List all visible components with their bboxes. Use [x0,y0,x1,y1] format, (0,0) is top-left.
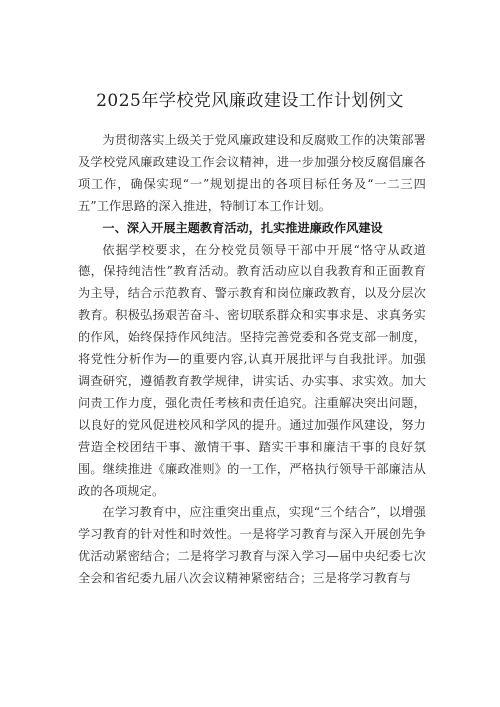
section-heading: 一、深入开展主题教育活动，扎实推进廉政作风建设 [102,220,383,235]
document-body [78,130,426,590]
section-paragraph-1: 依据学校要求，在分校党员领导干部中开展“恪守从政道德，保持纯洁性”教育活动。教育活动应以自我教育和正面教育为主导，结合示范教育、警示教育和岗位廉政教育，以及分层次教育。积极弘扬艰苦奋斗、密切联系群众和实事求是、求真务实的作风，始终保持作风纯洁。坚持完善党委和各党支部一制度，将党性分析作为—的重要内容,认真开展批评与自我批评。加强调查研究，遵循教育教学规律，讲实话、办实事、求实效。加大问责工作力度，强化责任考核和责任追究。注重解决突出问题，以良好的党风促进校风和学风的提升。通过加强作风建设，努力营造全校团结干事、激情干事、踏实干事和廉洁干事的良好氛围。继续推进《廉政准则》的一工作，严格执行领导干部廉洁从政的各项规定。 [78,242,426,498]
document-title: 2025年学校党风廉政建设工作计划例文 [96,91,404,111]
section-paragraph-2: 在学习教育中，应注重突出重点，实现“三个结合”，以增强学习教育的针对性和时效性。一是将学习教育与深入开展创先争优活动紧密结合；二是将学习教育与深入学习—届中央纪委七次全会和省纪委九届八次会议精神紧密结合；三是将学习教育与 [78,505,426,586]
intro-paragraph: 为贯彻落实上级关于党风廉政建设和反腐败工作的决策部署及学校党风廉政建设工作会议精神，进一步加强分校反腐倡廉各项工作，确保实现“一”规划提出的各项目标任务及“一二三四五”工作思路的深入推进，特制订本工作计划。 [78,133,426,213]
